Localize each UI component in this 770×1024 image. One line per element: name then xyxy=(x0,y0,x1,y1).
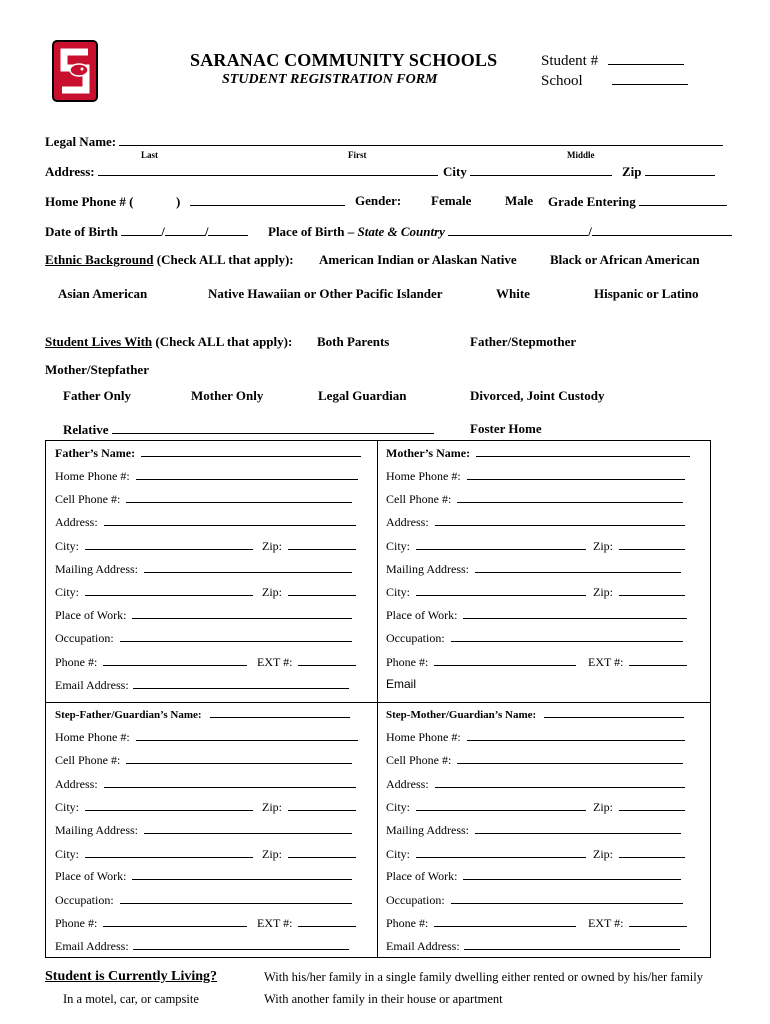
living-option[interactable]: With his/her family in a single family dwelling either rented or owned by his/her family xyxy=(264,970,703,984)
lives-with-option[interactable]: Legal Guardian xyxy=(318,388,407,403)
gender-female-option[interactable]: Female xyxy=(431,193,472,208)
last-caption: Last xyxy=(141,150,159,160)
city-field[interactable] xyxy=(443,163,612,180)
mother-home-phone-field[interactable]: Home Phone #: xyxy=(386,468,685,484)
stepfather-mailing-city-field[interactable]: City: xyxy=(55,846,253,862)
currently-living-heading: Student is Currently Living? xyxy=(45,969,218,984)
lives-with-option: Relative xyxy=(63,422,109,437)
stepmother-mailing-address-field[interactable]: Mailing Address: xyxy=(386,822,681,838)
stepmother-ext-field[interactable]: EXT #: xyxy=(588,915,687,931)
father-mailing-zip-field[interactable]: Zip: xyxy=(262,584,356,600)
father-home-phone-field[interactable]: Home Phone #: xyxy=(55,468,358,484)
grade-entering-label: Grade Entering xyxy=(548,194,636,209)
lives-with-heading: Student Lives With (Check ALL that apply): xyxy=(45,334,293,349)
stepfather-mailing-zip-field[interactable]: Zip: xyxy=(262,846,356,862)
mother-place-of-work-field[interactable]: Place of Work: xyxy=(386,607,687,623)
gender-label: Gender: xyxy=(355,193,402,208)
stepmother-place-of-work-field[interactable]: Place of Work: xyxy=(386,868,681,884)
mother-mailing-address-field[interactable]: Mailing Address: xyxy=(386,561,681,577)
father-name-field[interactable]: Father’s Name: xyxy=(55,445,361,461)
stepmother-email-field[interactable]: Email Address: xyxy=(386,938,680,954)
home-phone-label: Home Phone # ( xyxy=(45,194,134,209)
home-phone-field[interactable] xyxy=(45,193,345,210)
ethnic-option[interactable]: American Indian or Alaskan Native xyxy=(319,252,517,267)
home-phone-close: ) xyxy=(175,194,181,209)
stepfather-cell-phone-field[interactable]: Cell Phone #: xyxy=(55,752,352,768)
grade-entering-field[interactable] xyxy=(548,193,727,210)
father-address-field[interactable]: Address: xyxy=(55,514,356,530)
ethnic-option[interactable]: Native Hawaiian or Other Pacific Islander xyxy=(208,286,443,301)
mother-name-field[interactable]: Mother’s Name: xyxy=(386,445,690,461)
first-caption: First xyxy=(348,150,367,160)
mother-mailing-zip-field[interactable]: Zip: xyxy=(593,584,685,600)
place-of-birth-label: Place of Birth – xyxy=(268,224,355,239)
father-cell-phone-field[interactable]: Cell Phone #: xyxy=(55,491,352,507)
stepfather-phone-field[interactable]: Phone #: xyxy=(55,915,247,931)
ethnic-option[interactable]: White xyxy=(496,286,530,301)
lives-with-option[interactable]: Father Only xyxy=(63,388,132,403)
father-ext-field[interactable]: EXT #: xyxy=(257,654,356,670)
mother-phone-field[interactable]: Phone #: xyxy=(386,654,576,670)
father-mailing-city-field[interactable]: City: xyxy=(55,584,253,600)
stepfather-city-field[interactable]: City: xyxy=(55,799,253,815)
ethnic-background-heading: Ethnic Background (Check ALL that apply): xyxy=(45,252,294,267)
date-of-birth-label: Date of Birth xyxy=(45,224,118,239)
zip-field[interactable] xyxy=(622,163,715,180)
stepfather-ext-field[interactable]: EXT #: xyxy=(257,915,356,931)
stepmother-city-field[interactable]: City: xyxy=(386,799,586,815)
date-of-birth-field[interactable]: Date of Birth / / xyxy=(45,223,248,240)
stepfather-zip-field[interactable]: Zip: xyxy=(262,799,356,815)
mother-zip-field[interactable]: Zip: xyxy=(593,538,685,554)
grid-divider-vertical xyxy=(377,441,378,957)
mother-email-field[interactable]: Email xyxy=(386,677,417,691)
grid-divider-horizontal xyxy=(46,702,710,703)
mother-address-field[interactable]: Address: xyxy=(386,514,685,530)
ethnic-option[interactable]: Asian American xyxy=(58,286,148,301)
zip-label: Zip xyxy=(622,164,642,179)
father-city-field[interactable]: City: xyxy=(55,538,253,554)
address-label: Address: xyxy=(45,164,95,179)
stepmother-home-phone-field[interactable]: Home Phone #: xyxy=(386,729,685,745)
city-label: City xyxy=(443,164,467,179)
mother-cell-phone-field[interactable]: Cell Phone #: xyxy=(386,491,683,507)
stepfather-name-field[interactable]: Step-Father/Guardian’s Name: xyxy=(55,707,350,721)
stepmother-cell-phone-field[interactable]: Cell Phone #: xyxy=(386,752,683,768)
father-phone-field[interactable]: Phone #: xyxy=(55,654,247,670)
father-place-of-work-field[interactable]: Place of Work: xyxy=(55,607,352,623)
legal-name-field[interactable] xyxy=(45,133,723,150)
place-of-birth-hint: State & Country xyxy=(357,224,445,239)
father-occupation-field[interactable]: Occupation: xyxy=(55,630,352,646)
relative-field[interactable] xyxy=(63,421,434,438)
living-option[interactable]: In a motel, car, or campsite xyxy=(63,992,199,1006)
stepmother-zip-field[interactable]: Zip: xyxy=(593,799,685,815)
lives-with-option[interactable]: Foster Home xyxy=(470,421,542,436)
lives-with-option[interactable]: Father/Stepmother xyxy=(470,334,577,349)
lives-with-option[interactable]: Both Parents xyxy=(317,334,390,349)
stepfather-place-of-work-field[interactable]: Place of Work: xyxy=(55,868,352,884)
mother-ext-field[interactable]: EXT #: xyxy=(588,654,687,670)
stepmother-mailing-zip-field[interactable]: Zip: xyxy=(593,846,685,862)
mother-city-field[interactable]: City: xyxy=(386,538,586,554)
lives-with-option[interactable]: Divorced, Joint Custody xyxy=(470,388,605,403)
student-number-label: Student # xyxy=(541,53,599,69)
stepmother-occupation-field[interactable]: Occupation: xyxy=(386,892,683,908)
school-label: School xyxy=(541,73,583,89)
stepfather-home-phone-field[interactable]: Home Phone #: xyxy=(55,729,358,745)
stepmother-name-field[interactable]: Step-Mother/Guardian’s Name: xyxy=(386,707,684,721)
stepfather-occupation-field[interactable]: Occupation: xyxy=(55,892,352,908)
father-zip-field[interactable]: Zip: xyxy=(262,538,356,554)
legal-name-label: Legal Name: xyxy=(45,134,117,149)
page-subtitle: STUDENT REGISTRATION FORM xyxy=(222,72,438,87)
mother-mailing-city-field[interactable]: City: xyxy=(386,584,586,600)
stepfather-email-field[interactable]: Email Address: xyxy=(55,938,349,954)
stepmother-phone-field[interactable]: Phone #: xyxy=(386,915,576,931)
place-of-birth-field[interactable]: Place of Birth – State & Country / xyxy=(268,223,732,240)
stepfather-mailing-address-field[interactable]: Mailing Address: xyxy=(55,822,352,838)
stepfather-address-field[interactable]: Address: xyxy=(55,776,356,792)
school-field[interactable] xyxy=(541,72,688,90)
middle-caption: Middle xyxy=(567,150,595,160)
father-email-field[interactable]: Email Address: xyxy=(55,677,349,693)
page-title: SARANAC COMMUNITY SCHOOLS xyxy=(190,50,498,70)
father-mailing-address-field[interactable]: Mailing Address: xyxy=(55,561,352,577)
mother-occupation-field[interactable]: Occupation: xyxy=(386,630,683,646)
lives-with-option[interactable]: Mother/Stepfather xyxy=(45,362,149,377)
stepmother-mailing-city-field[interactable]: City: xyxy=(386,846,586,862)
ethnic-option[interactable]: Black or African American xyxy=(550,252,700,267)
address-field[interactable] xyxy=(45,163,438,180)
living-option[interactable]: With another family in their house or apartment xyxy=(264,992,503,1006)
student-number-field[interactable] xyxy=(541,52,684,70)
ethnic-option[interactable]: Hispanic or Latino xyxy=(594,286,699,301)
gender-male-option[interactable]: Male xyxy=(505,193,534,208)
lives-with-option[interactable]: Mother Only xyxy=(191,388,264,403)
school-logo xyxy=(52,40,98,102)
stepmother-address-field[interactable]: Address: xyxy=(386,776,685,792)
